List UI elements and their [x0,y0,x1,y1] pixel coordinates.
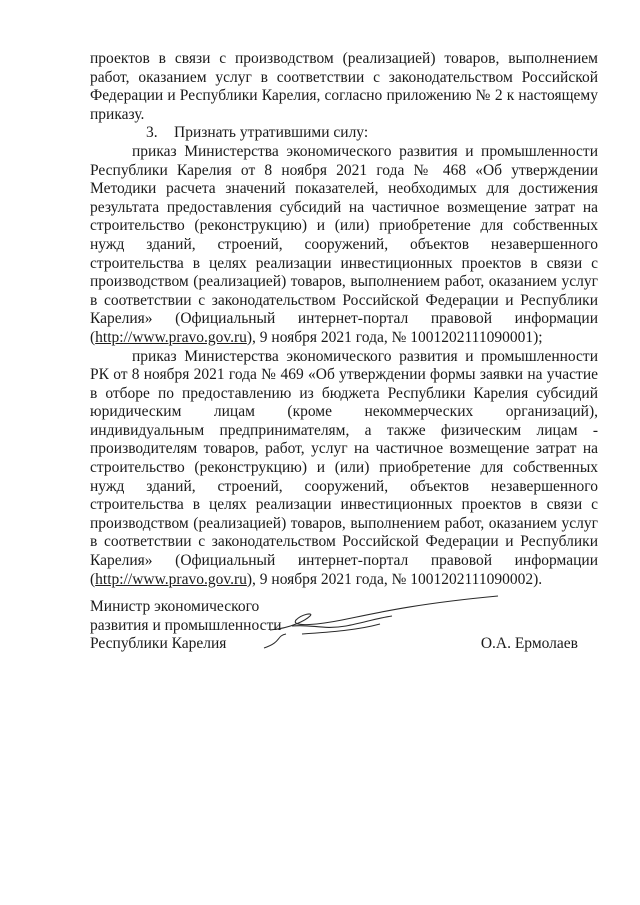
order-468-paragraph [90,143,598,348]
intro-paragraph: проектов в связи с производством (реализацией) товаров, выполнением работ, оказанием услуг в соответствии с законодательством Российской Федерации и Республики Карелия, согласно приложению № 2 к настоящему приказу. [90,50,598,123]
order-468-tail: ), 9 ноября 2021 года, № 1001202111090001); [246,328,543,346]
order-469-paragraph [90,348,598,590]
order-469-text: приказ Министерства экономического развития и промышленности РК от 8 ноября 2021 года № 469 «Об утверждении формы заявки на участие в отборе по предоставлению из бюджета Республики Карелия субсидий юридическим лицам (кроме некоммерческих организаций), индивидуальным предпринимателям, а также физическим лицам - производителям товаров, работ, услуг на частичное возмещение затрат на строительство (реконструкцию) и (или) приобретение для собственных нужд зданий, строений, сооружений, объектов незавершенного строительства в целях реализации инвестиционных проектов в связи с производством (реализацией) товаров, выполнением работ, оказанием услуг в соответствии с законодательством Российской Федерации и Республики Карелия» (Официальный интернет-портал правовой информации ( [90,347,598,588]
item-3 [90,124,598,143]
handwritten-signature-icon [262,590,502,656]
order-469-link[interactable]: http://www.pravo.gov.ru [95,570,247,588]
document-body [90,50,598,589]
item-number: 3. [146,124,158,142]
signatory-title-line: развития и промышленности [90,616,282,634]
signatory-title-line: Министр экономического [90,598,260,615]
item-text: Признать утратившими силу: [174,124,369,142]
signatory-title-line: Республики Карелия [90,635,227,653]
signatory-name: О.А. Ермолаев [480,635,578,652]
order-468-text: приказ Министерства экономического развития и промышленности Республики Карелия от 8 ноября 2021 года № 468 «Об утверждении Методики расчета значений показателей, необходимых для достижения результата предоставления субсидий на частичное возмещение затрат на строительство (реконструкцию) и (или) приобретение для собственных нужд зданий, строений, сооружений, объектов незавершенного строительства в целях реализации инвестиционных проектов в связи с производством (реализацией) товаров, выполнением работ, оказанием услуг в соответствии с законодательством Российской Федерации и Республики Карелия» (Официальный интернет-портал правовой информации ( [90,142,598,346]
order-468-link[interactable]: http://www.pravo.gov.ru [95,328,247,346]
order-469-tail: ), 9 ноября 2021 года, № 1001202111090002). [246,570,543,588]
signature-block [90,598,598,654]
